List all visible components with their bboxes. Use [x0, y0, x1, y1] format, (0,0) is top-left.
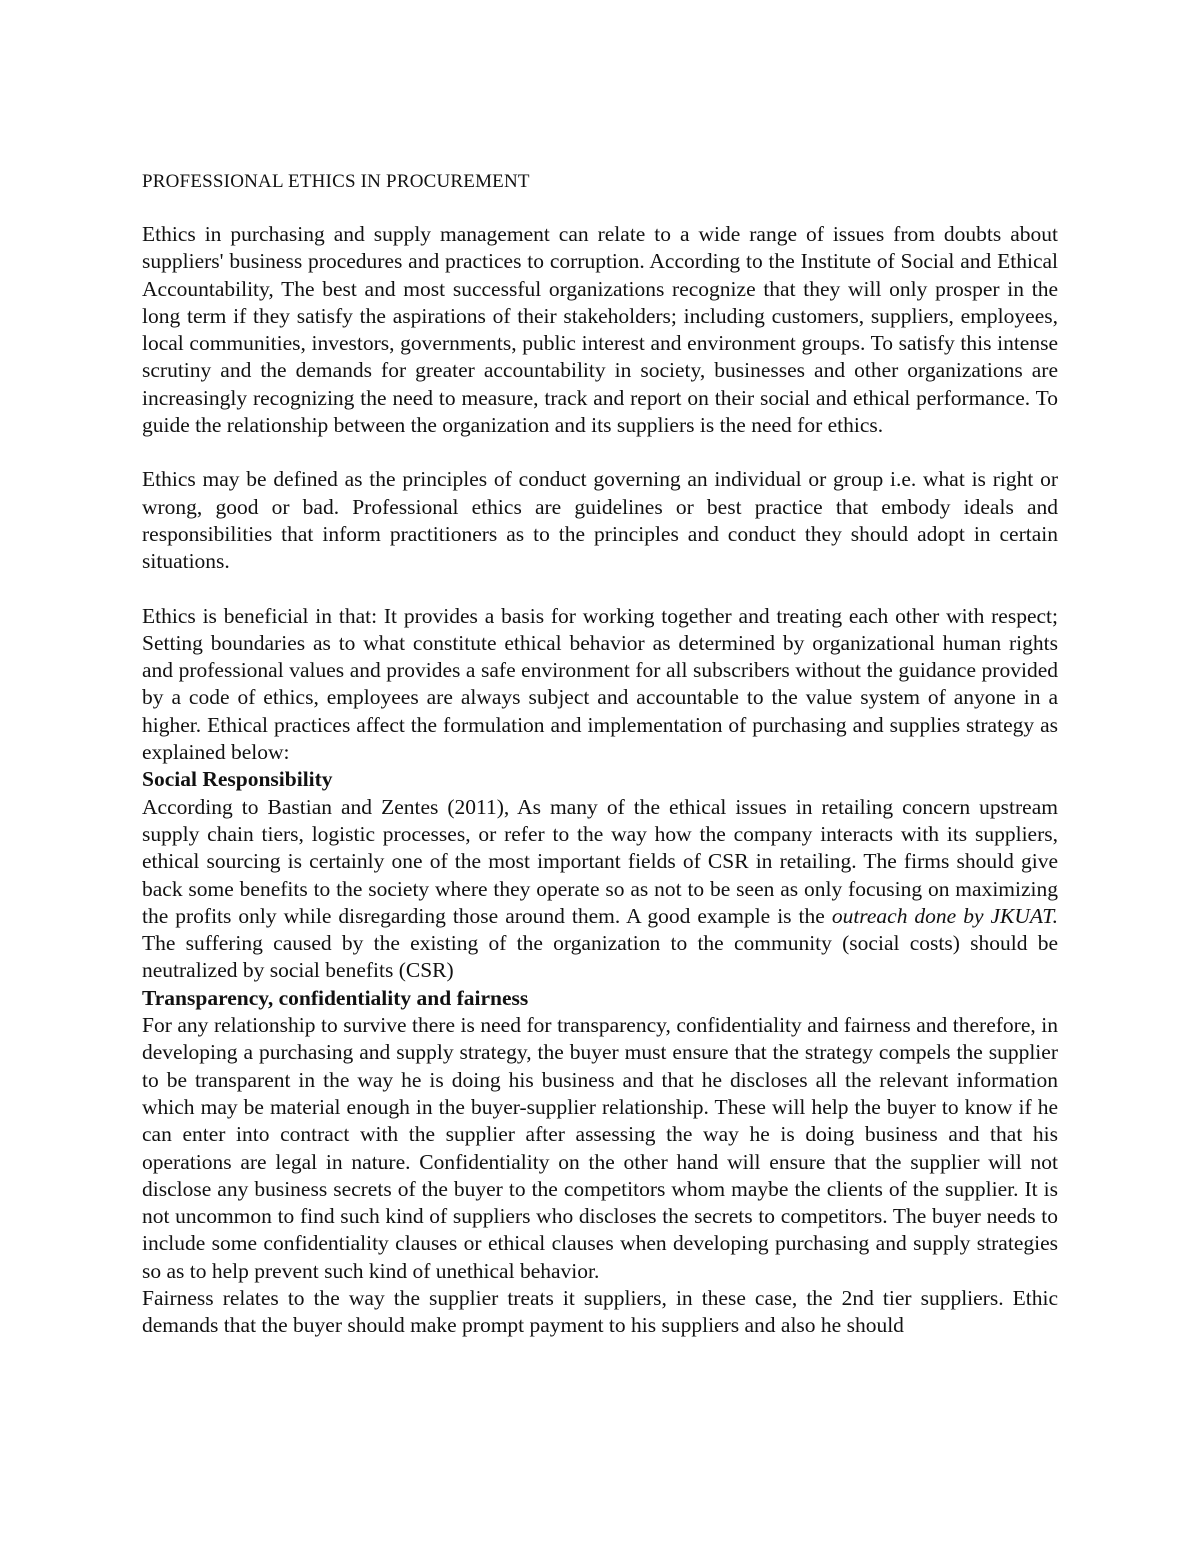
document-page — [142, 168, 1058, 1340]
social-text-part-1: According to Bastian and Zentes (2011), As many of the ethical issues in retailing concern upstream supply chain tiers, logistic processes, or refer to the way how the company interacts with its suppliers, ethical sourcing is certainly one of the most important fields of CSR in retailing. The firms should give back some benefits to the society where they operate so as not to be seen as only focusing on maximizing the profits only while disregarding those around them. A good example is the — [142, 794, 1058, 928]
paragraph-transparency: For any relationship to survive there is need for transparency, confidentiality and fairness and therefore, in developing a purchasing and supply strategy, the buyer must ensure that the strategy compels the supplier to be transparent in the way he is doing his business and that he discloses all the relevant information which may be material enough in the buyer-supplier relationship. These will help the buyer to know if he can enter into contract with the supplier after assessing the way he is doing business and that his operations are legal in nature. Confidentiality on the other hand will ensure that the supplier will not disclose any business secrets of the buyer to the competitors whom maybe the clients of the supplier. It is not uncommon to find such kind of suppliers who discloses the secrets to competitors. The buyer needs to include some confidentiality clauses or ethical clauses when developing purchasing and supply strategies so as to help prevent such kind of unethical behavior. — [142, 1013, 1058, 1283]
paragraph-definition: Ethics may be defined as the principles of conduct governing an individual or group i.e. what is right or wrong, good or bad. Professional ethics are guidelines or best practice that embody ideals and responsibilities that inform practitioners as to the principles and conduct they should adopt in certain situations. — [142, 467, 1058, 574]
document-title: PROFESSIONAL ETHICS IN PROCUREMENT — [142, 171, 530, 192]
paragraph-social-responsibility — [142, 794, 1058, 985]
social-text-italic: outreach done by JKUAT. — [831, 903, 1058, 928]
paragraph-benefits: Ethics is beneficial in that: It provides a basis for working together and treating each other with respect; Setting boundaries as to what constitute ethical behavior as determined by organizational human rights and professional values and provides a safe environment for all subscribers without the guidance provided by a code of ethics, employees are always subject and accountable to the value system of anyone in a higher. Ethical practices affect the formulation and implementation of purchasing and supplies strategy as explained below: — [142, 603, 1058, 765]
social-text-part-2: The suffering caused by the existing of the organization to the community (social costs) should be neutralized by social benefits (CSR) — [142, 931, 1058, 983]
heading-transparency: Transparency, confidentiality and fairness — [142, 985, 529, 1010]
paragraph-fairness: Fairness relates to the way the supplier treats it suppliers, in these case, the 2nd tier suppliers. Ethic demands that the buyer should make prompt payment to his suppliers and also he should — [142, 1285, 1058, 1338]
heading-social-responsibility: Social Responsibility — [142, 767, 333, 792]
paragraph-introduction: Ethics in purchasing and supply management can relate to a wide range of issues from doubts about suppliers' business procedures and practices to corruption. According to the Institute of Social and Ethical Accountability, The best and most successful organizations recognize that they will only prosper in the long term if they satisfy the aspirations of their stakeholders; including customers, suppliers, employees, local communities, investors, governments, public interest and environment groups. To satisfy this intense scrutiny and the demands for greater accountability in society, businesses and other organizations are increasingly recognizing the need to measure, track and report on their social and ethical performance. To guide the relationship between the organization and its suppliers is the need for ethics. — [142, 222, 1058, 438]
